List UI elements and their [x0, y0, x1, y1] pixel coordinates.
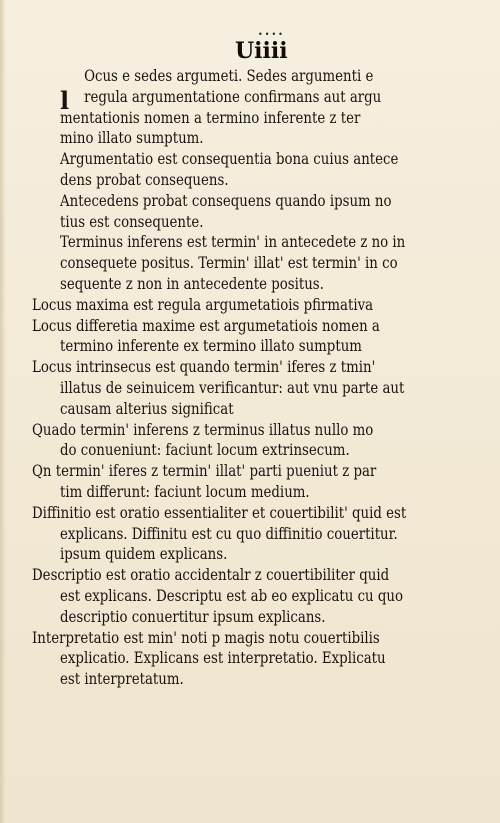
text-line: Terminus inferens est termin' in antecedete z no in — [60, 233, 406, 252]
text-line: est explicans. Descriptu est ab eo explicatu cu quo — [60, 586, 404, 605]
text-line: Descriptio est oratio accidentalr z couertibiliter quid — [32, 566, 390, 585]
text-line: Locus differetia maxime est argumetatiois nomen a — [32, 316, 380, 335]
text-line: Argumentatio est consequentia bona cuius antece — [60, 150, 399, 169]
text-line: sequente z non in antecedente positus. — [60, 274, 324, 293]
text-line: illatus de seinuicem verificantur: aut vnu parte aut — [60, 378, 405, 397]
text-line: consequete positus. Termin' illat' est termin' in co — [60, 254, 398, 273]
signature-dots: •••• — [258, 30, 285, 39]
marginal-initial: l — [60, 86, 70, 115]
text-line: Qn termin' iferes z termin' illat' parti pueniut z par — [32, 462, 377, 481]
text-line: ipsum quidem explicans. — [60, 545, 228, 564]
text-line: mentationis nomen a termino inferente z ter — [60, 108, 361, 127]
text-line: Locus maxima est regula argumetatiois pfirmativa — [32, 295, 374, 314]
page-gutter — [0, 0, 6, 823]
text-line: explicans. Diffinitu est cu quo diffinitio couertitur. — [60, 524, 398, 543]
text-line: dens probat consequens. — [60, 170, 229, 189]
text-line: Ocus e sedes argumeti. Sedes argumenti e — [84, 67, 374, 85]
text-line: tim differunt: faciunt locum medium. — [60, 482, 310, 501]
text-line: Locus intrinsecus est quando termin' iferes z tmin' — [32, 358, 376, 377]
text-line: descriptio conuertitur ipsum explicans. — [60, 607, 326, 626]
text-line: tius est consequente. — [60, 212, 204, 231]
signature-mark: Uiiii — [235, 38, 288, 64]
text-line: do conueniunt: faciunt locum extrinsecum. — [60, 441, 350, 460]
text-line: regula argumentatione confirmans aut argu — [84, 87, 382, 106]
text-block — [32, 66, 480, 690]
text-line: explicatio. Explicans est interpretatio. Explicatu — [60, 649, 386, 668]
text-line: termino inferente ex termino illato sumptum — [60, 337, 362, 356]
text-line: causam alterius significat — [60, 399, 234, 418]
text-line: est interpretatum. — [60, 670, 184, 689]
text-line: mino illato sumptum. — [60, 129, 204, 148]
text-line: Diffinitio est oratio essentialiter et couertibilit' quid est — [32, 503, 407, 522]
text-line: Quado termin' inferens z terminus illatus nullo mo — [32, 420, 374, 439]
text-line: Antecedens probat consequens quando ipsum no — [60, 191, 392, 210]
text-line: Interpretatio est min' noti p magis notu couertibilis — [32, 628, 380, 647]
